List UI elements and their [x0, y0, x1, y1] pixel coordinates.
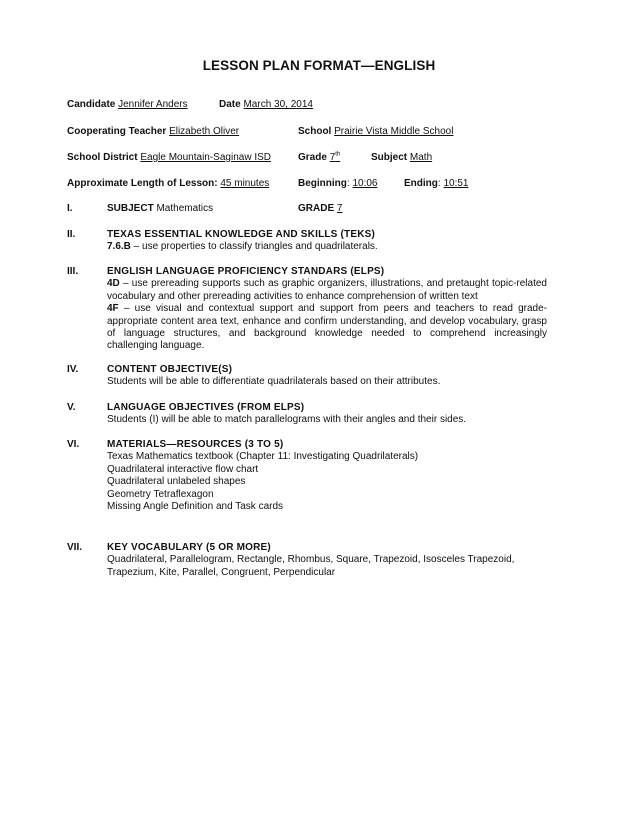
section-content-objective: [67, 364, 547, 394]
section-number: II.: [67, 229, 76, 240]
district-label: School District: [67, 152, 138, 163]
candidate-label: Candidate: [67, 99, 116, 110]
section-teks: [67, 229, 547, 259]
school-row: [298, 126, 453, 137]
school-label: School: [298, 126, 332, 137]
date-value: March 30, 2014: [243, 99, 313, 110]
page-title: LESSON PLAN FORMAT—ENGLISH: [202, 58, 436, 73]
beginning-row: Beginning: 10:06: [298, 178, 378, 189]
length-label: Approximate Length of Lesson:: [67, 178, 218, 189]
subject-section-value: Mathematics: [156, 203, 214, 214]
section-heading: ENGLISH LANGUAGE PROFICIENCY STANDARS (ELPS): [107, 266, 385, 277]
material-item: Geometry Tetraflexagon: [107, 488, 214, 500]
date-row: [219, 99, 313, 110]
section-number: VI.: [67, 439, 80, 450]
grade-section-label: GRADE: [298, 203, 335, 214]
material-item: Quadrilateral unlabeled shapes: [107, 476, 246, 488]
section-subject: [67, 203, 547, 217]
grade-value: 7th: [329, 151, 341, 163]
ending-row: Ending: 10:51: [404, 178, 469, 189]
section-number: I.: [67, 203, 73, 214]
grade-row: [298, 152, 340, 163]
section-language-objective: [67, 402, 547, 432]
section-heading: TEXAS ESSENTIAL KNOWLEDGE AND SKILLS (TEKS): [107, 229, 376, 240]
length-row: [67, 178, 269, 189]
subject-row: [371, 152, 432, 163]
ending-label: Ending: [404, 178, 438, 189]
cooperating-teacher-value: Elizabeth Oliver: [169, 126, 240, 137]
school-value: Prairie Vista Middle School: [334, 126, 454, 137]
section-heading: CONTENT OBJECTIVE(S): [107, 364, 233, 375]
beginning-label: Beginning: [298, 178, 347, 189]
material-item: Quadrilateral interactive flow chart: [107, 463, 259, 475]
district-row: [67, 152, 271, 163]
section-number: III.: [67, 266, 79, 277]
subject-value: Math: [409, 152, 433, 163]
elps-4f-text: 4F – use visual and contextual support and support from peers and teachers to read grade-appropriate content area text, enhance and confirm understanding, and develop vocabulary, grasp of language structures, and background knowledge needed to comprehend increasingly challenging language.: [107, 303, 547, 352]
section-text: 7.6.B – use properties to classify triangles and quadrilaterals.: [107, 241, 378, 253]
beginning-value: 10:06: [352, 178, 378, 189]
section-text: Students will be able to differentiate quadrilaterals based on their attributes.: [107, 376, 441, 388]
section-vocabulary: [67, 542, 547, 586]
length-value: 45 minutes: [220, 178, 270, 189]
section-number: IV.: [67, 364, 79, 375]
section-heading: LANGUAGE OBJECTIVES (FROM ELPS): [107, 402, 305, 413]
cooperating-teacher-row: [67, 126, 239, 137]
elps-4d-text: 4D – use prereading supports such as graphic organizers, illustrations, and pretaught topic-related vocabulary and other prereading activities to enhance comprehension of written text: [107, 278, 547, 302]
material-item: Texas Mathematics textbook (Chapter 11: Investigating Quadrilaterals): [107, 451, 419, 463]
subject-label: Subject: [371, 152, 408, 163]
section-number: V.: [67, 402, 76, 413]
grade-section-value: 7: [336, 203, 343, 214]
ending-value: 10:51: [443, 178, 469, 189]
section-text: Quadrilateral, Parallelogram, Rectangle, Rhombus, Square, Trapezoid, Isosceles Trapezoid, Trapezium, Kite, Parallel, Congruent, Perpendicular: [107, 554, 515, 578]
section-materials: [67, 439, 547, 519]
cooperating-teacher-label: Cooperating Teacher: [67, 126, 167, 137]
section-heading: MATERIALS—RESOURCES (3 TO 5): [107, 439, 284, 450]
candidate-row: [67, 99, 188, 110]
subject-section-label: SUBJECT: [107, 203, 154, 214]
grade-label: Grade: [298, 152, 327, 163]
section-text: Students (I) will be able to match parallelograms with their angles and their sides.: [107, 414, 467, 426]
section-elps: [67, 266, 547, 356]
date-label: Date: [219, 99, 241, 110]
district-value: Eagle Mountain-Saginaw ISD: [140, 152, 271, 163]
material-item: Missing Angle Definition and Task cards: [107, 501, 284, 513]
section-number: VII.: [67, 542, 83, 553]
candidate-value: Jennifer Anders: [118, 99, 188, 110]
section-heading: KEY VOCABULARY (5 OR MORE): [107, 542, 271, 553]
